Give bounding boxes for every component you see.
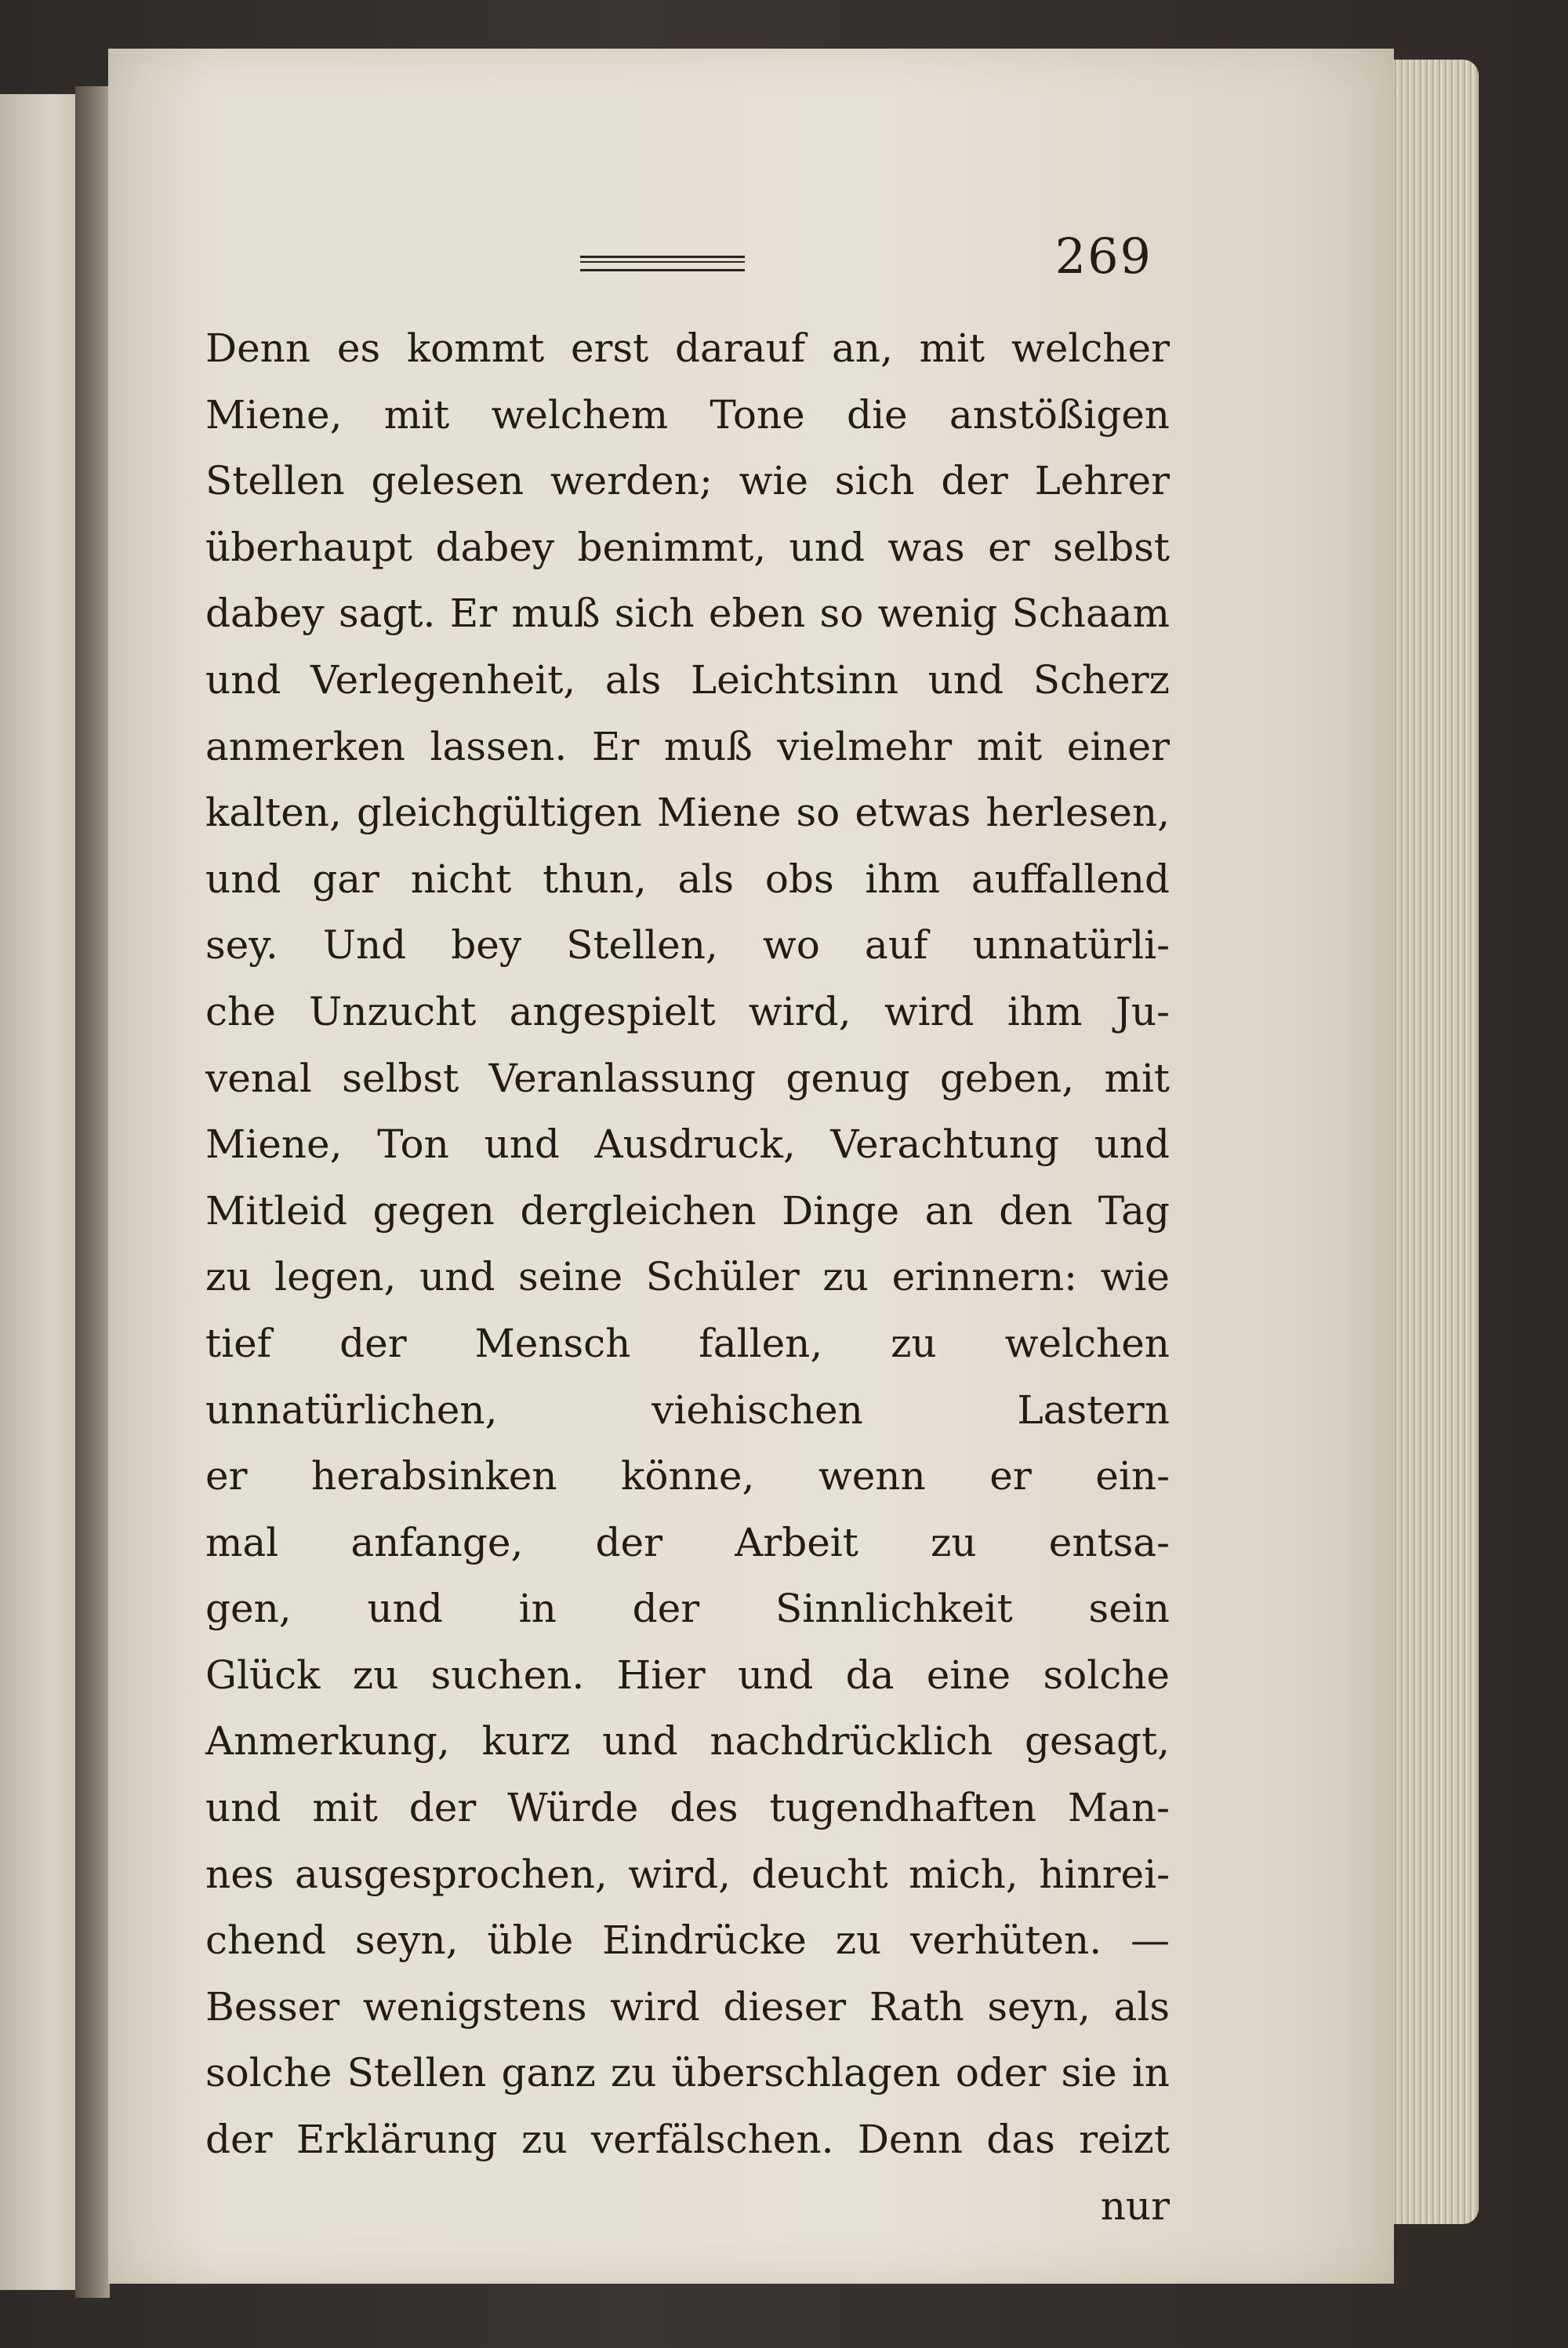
text-line: tief der Mensch fallen, zu welchen	[205, 1320, 1170, 1366]
text-line: che Unzucht angespielt wird, wird ihm Ju-	[205, 988, 1170, 1034]
text-line: venal selbst Veranlassung genug geben, mit	[205, 1055, 1170, 1101]
text-line: Denn es kommt erst darauf an, mit welcher	[205, 325, 1170, 371]
text-line: sey. Und bey Stellen, wo auf unnatürli-	[205, 922, 1170, 969]
page-stack-edges	[1392, 60, 1479, 2224]
text-line: Miene, mit welchem Tone die anstößigen	[205, 391, 1170, 438]
text-line: kalten, gleichgültigen Miene so etwas herlesen,	[205, 790, 1170, 836]
text-line: nes ausgesprochen, wird, deucht mich, hinrei-	[205, 1851, 1170, 1897]
page-header	[580, 227, 1176, 298]
text-line: er herabsinken könne, wenn er ein-	[205, 1453, 1170, 1499]
text-line: und Verlegenheit, als Leichtsinn und Scherz	[205, 656, 1170, 703]
text-line: mal anfange, der Arbeit zu entsa-	[205, 1519, 1170, 1565]
text-line: solche Stellen ganz zu überschlagen oder sie in	[205, 2050, 1170, 2096]
text-line: Besser wenigstens wird dieser Rath seyn, als	[205, 1983, 1170, 2030]
text-line: gen, und in der Sinnlichkeit sein	[205, 1586, 1170, 1632]
text-line: zu legen, und seine Schüler zu erinnern: wie	[205, 1254, 1170, 1300]
book-gutter	[75, 86, 110, 2298]
text-line: anmerken lassen. Er muß vielmehr mit einer	[205, 723, 1170, 769]
text-line: Mitleid gegen dergleichen Dinge an den Tag	[205, 1187, 1170, 1234]
text-line: chend seyn, üble Eindrücke zu verhüten. —	[205, 1917, 1170, 1964]
text-line: überhaupt dabey benimmt, und was er selbst	[205, 524, 1170, 570]
facing-page-edge	[0, 94, 77, 2290]
text-line: unnatürlichen, viehischen Lastern	[205, 1387, 1170, 1433]
text-line: Miene, Ton und Ausdruck, Verachtung und	[205, 1121, 1170, 1168]
text-line: und gar nicht thun, als obs ihm auffallend	[205, 856, 1170, 902]
text-line: Stellen gelesen werden; wie sich der Lehrer	[205, 458, 1170, 504]
text-line: dabey sagt. Er muß sich eben so wenig Schaam	[205, 591, 1170, 637]
text-line: und mit der Würde des tugendhaften Man-	[205, 1785, 1170, 1831]
text-line: Glück zu suchen. Hier und da eine solche	[205, 1652, 1170, 1698]
header-rule-line	[580, 261, 745, 263]
page-number: 269	[1054, 227, 1152, 285]
page-body-text	[205, 315, 1170, 2239]
text-line: Anmerkung, kurz und nachdrücklich gesagt,	[205, 1718, 1170, 1765]
catchword: nur	[1100, 2183, 1170, 2229]
header-double-rule	[580, 256, 745, 271]
text-line: der Erklärung zu verfälschen. Denn das reizt	[205, 2117, 1170, 2163]
